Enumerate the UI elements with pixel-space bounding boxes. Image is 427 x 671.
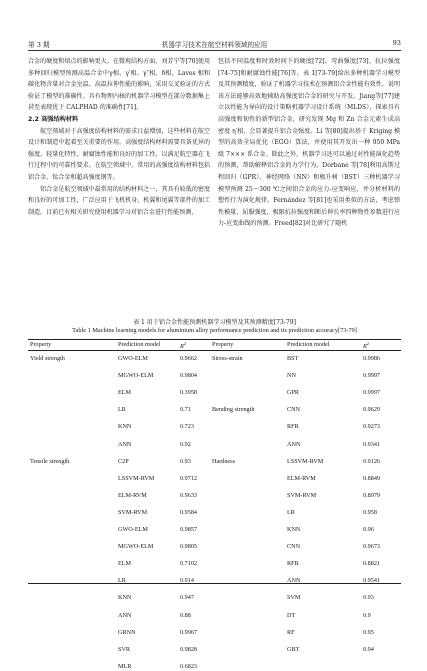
model-cell: KNN — [118, 594, 132, 602]
model-cell: ANN — [287, 577, 301, 585]
r2-cell: 0.7102 — [180, 560, 198, 568]
table-caption-english: Table 1 Machine learning models for aluminium alloy performance prediction and its prediction accuracy[73-79] — [72, 327, 357, 334]
model-cell: NN — [287, 372, 296, 380]
r2-cell: 0.9584 — [180, 508, 198, 516]
running-title: 机器学习技术在航空材料领域的应用 — [161, 41, 268, 49]
r2-cell: 0.9986 — [363, 355, 381, 362]
model-cell: GWO-ELM — [118, 355, 148, 362]
model-cell: RFR — [287, 423, 299, 431]
paragraph: 包括不同温度和时效时间下的硬度[72]、弯曲强度[73]、抗拉强度[74-75]和耐腐蚀性能[76]等。表 1[73-79]给出多种机器学习模型及其预测精度，验证了机器学习技术在预测铝合金性能有效性，说明该方法能够高效地辅助高强度铝合金的研究与开发。Jiang等[77]建立以性能为导向的设计策略机器学习设计系统（MLDS），探索具有高强度和韧性的新型铝合金，研究发现 Mg 和 Zn 合金元素生成高密度 η′相，会显著提升铝合金强度。Li 等[80]提出基于 Kriging 模型的高效全局优化（EGO）算法，并使用其开发出一种 950 MPa 级 7××× 系合金。除此之外，机器学习还可以通过对性能演化趋势的预测，帮助解释铝合金的力学行为。Dorbane 等[78]利用高斯过程回归（GPR）、神经网络（NN）和极升树（BST）三种机器学习模型预测 25～300 ℃之间铝合金的应力-应变响应，并分析材料的塑性行为演化规律。Fernández 等[81]也采用类似的方法，考虑弹性模量、屈服强度、极限抗拉强度和断后伸长率四种物性参数进行应力-应变曲线的预测。Freed[82]对比研究了随机 — [218, 58, 400, 228]
left-text-column — [28, 56, 210, 218]
column-header-r2: $R^2$ — [180, 341, 187, 351]
r2-cell: 0.9828 — [180, 645, 198, 653]
r2-cell: 0.9712 — [180, 474, 198, 482]
r2-cell: 0.9997 — [363, 389, 381, 397]
r2-cell: 0.9997 — [363, 372, 381, 380]
r2-cell: 0.93 — [363, 594, 374, 602]
model-cell: SVM — [287, 594, 301, 602]
property-cell: Stress-strain — [212, 355, 243, 362]
model-cell: LSSVM-RVM — [118, 474, 155, 482]
model-cell: CNN — [287, 543, 301, 551]
model-cell: DT — [287, 611, 296, 619]
table-caption-chinese: 表 1 用于铝合金性能预测机器学习模型及其预测精度[73-79] — [133, 319, 296, 326]
paragraph: 航空领域对于高强度结构材料的需求日益增加，这些材料在航空设计和制造中起着至关重要的作用。高强度结构材料需要具备优异的强度、轻量化特性、耐腐蚀性能和良好的加工性，以满足航空器在飞行过程中的可靠性要求。在航空领域中，常用的高强度结构材料包括铝合金、钛合金和超高强度钢等。 — [28, 127, 210, 181]
r2-cell: 0.958 — [363, 508, 377, 516]
column-header-property: Property — [30, 341, 52, 348]
property-cell: Bending strength — [212, 406, 255, 414]
r2-cell: 0.6823 — [180, 662, 198, 670]
r2-cell: 0.8849 — [363, 474, 381, 482]
column-header-prediction-model: Prediction model — [118, 341, 161, 348]
property-cell: Hardness — [212, 457, 236, 465]
model-cell: BST — [287, 355, 299, 362]
r2-cell: 0.94 — [363, 645, 374, 653]
r2-cell: 0.723 — [180, 423, 194, 431]
model-cell: C2P — [118, 457, 129, 465]
r2-cell: 0.9805 — [180, 543, 198, 551]
model-cell: ELM — [118, 389, 132, 397]
model-cell: ELM — [118, 560, 132, 568]
r2-cell: 0.9 — [363, 611, 371, 619]
model-cell: ANN — [118, 611, 132, 619]
section-heading: 2.2 高强结构材料 — [28, 115, 79, 123]
model-cell: KNN — [287, 526, 301, 533]
r2-cell: 0.9341 — [363, 440, 381, 448]
model-cell: CNN — [287, 406, 301, 414]
column-header-property-right: Property — [212, 341, 234, 348]
r2-cell: 0.9662 — [180, 355, 198, 362]
model-cell: LSSVM-RVM — [287, 457, 324, 465]
r2-cell: 0.9629 — [363, 406, 381, 414]
issue-label: 第 3 期 — [28, 41, 50, 49]
model-cell: RFR — [287, 560, 299, 568]
model-cell: ANN — [118, 440, 132, 448]
running-header — [28, 39, 401, 51]
r2-cell: 0.9633 — [180, 491, 198, 499]
r2-cell: 0.88 — [180, 611, 191, 619]
model-cell: RF — [287, 628, 295, 636]
r2-cell: 0.93 — [180, 457, 191, 465]
right-text-column — [218, 56, 400, 230]
model-cell: GRNN — [118, 628, 136, 636]
column-header-r2-right: $R^2$ — [363, 341, 370, 351]
page-number: 93 — [392, 39, 401, 47]
model-cell: SVM-RVM — [118, 508, 148, 516]
model-cell: GWO-ELM — [118, 526, 148, 533]
r2-cell: 0.3958 — [180, 389, 198, 397]
model-cell: MLR — [118, 662, 132, 670]
r2-cell: 0.95 — [363, 628, 374, 636]
column-header-prediction-model-right: Prediction model — [287, 341, 330, 348]
r2-cell: 0.947 — [180, 594, 194, 602]
r2-cell: 0.71 — [180, 406, 191, 414]
model-cell: ELM-RVM — [118, 491, 147, 499]
model-cell: LR — [287, 508, 295, 516]
property-cell: Tensile strength — [30, 457, 70, 465]
model-cell: ELM-RVM — [287, 474, 316, 482]
model-cell: ANN — [287, 440, 301, 448]
model-cell: GBT — [287, 645, 300, 653]
r2-cell: 0.914 — [180, 577, 194, 585]
model-cell: KNN — [118, 423, 132, 431]
table-header-rule — [28, 350, 401, 351]
r2-cell: 0.9804 — [180, 372, 198, 380]
model-cell: LR — [118, 577, 126, 585]
r2-cell: 0.92 — [180, 440, 191, 448]
table-top-rule — [28, 339, 401, 340]
table-bottom-rule — [28, 583, 401, 584]
r2-cell: 0.9541 — [363, 577, 381, 585]
model-cell: LR — [118, 406, 126, 414]
property-cell: Yield strength — [30, 355, 65, 362]
model-cell: MGWO-ELM — [118, 543, 154, 551]
r2-cell: 0.9967 — [180, 628, 198, 636]
r2-cell: 0.8979 — [363, 491, 381, 499]
paragraph: 合金的硬度和熔点的影响更大。在微观结构方面，刘芳宁等[70]使用多种回归模型预测高温合金中γ相、γ′相、γ″相、δ相、Laves 相和碳化物含量对合金室温、高温拉伸性能的影响，采用交叉验证的方式验证了模型的准确性。具有物理内核的机器学习模型在部分数据集上甚至表现优于 CALPHAD 的准确性[71]。 — [28, 58, 210, 112]
r2-cell: 0.9126 — [363, 457, 381, 465]
r2-cell: 0.9857 — [180, 526, 198, 533]
r2-cell: 0.96 — [363, 526, 374, 533]
r2-cell: 0.9273 — [363, 423, 381, 431]
model-cell: SVR — [118, 645, 131, 653]
model-cell: GPR — [287, 389, 300, 397]
paragraph: 铝合金是航空领域中最常用的结构材料之一，其具有较低的密度和良好的可加工性，广泛应用于飞机机身、机翼和尾翼等部件的加工制造。目前已有相关研究使用机器学习对铝合金进行性能预测， — [28, 185, 210, 216]
model-cell: MGWO-ELM — [118, 372, 154, 380]
model-cell: SVM-RVM — [287, 491, 317, 499]
r2-cell: 0.9673 — [363, 543, 381, 551]
r2-cell: 0.8821 — [363, 560, 381, 568]
